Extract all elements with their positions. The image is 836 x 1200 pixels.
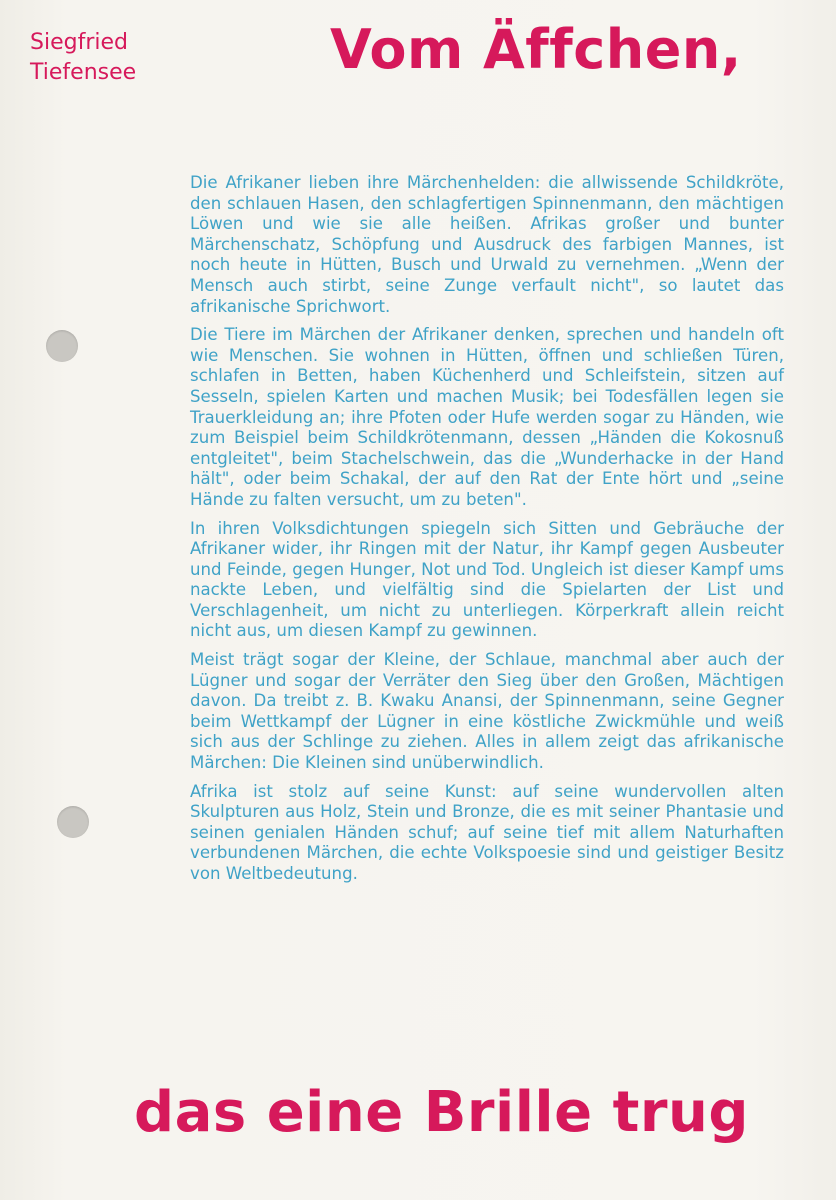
title-bottom: das eine Brille trug bbox=[134, 1080, 749, 1145]
paragraph-3: In ihren Volksdichtungen spiegeln sich Sitten und Gebräuche der Afrikaner wider, ihr Ringen mit der Natur, ihr Kampf gegen Ausbeuter und Feinde, gegen Hunger, Not und Tod. Ungleich ist dieser Kampf ums nackte Leben, und vielfältig sind die Spielarten der List und Verschlagenheit, um nicht zu unterliegen. Körperkraft allein reicht nicht aus, um diesen Kampf zu gewinnen. bbox=[190, 518, 784, 641]
paragraph-2: Die Tiere im Märchen der Afrikaner denken, sprechen und handeln oft wie Menschen. Sie wohnen in Hütten, öffnen und schließen Türen, schlafen in Betten, haben Küchenherd und Schleifstein, sitzen auf Sesseln, spielen Karten und machen Musik; bei Todesfällen legen sie Trauerkleidung an; ihre Pfoten oder Hufe werden sogar zu Händen, wie zum Beispiel beim Schildkrötenmann, dessen „Händen die Kokosnuß entgleitet", beim Stachelschwein, das die „Wunderhacke in der Hand hält", oder beim Schakal, der auf den Rat der Ente hört und „seine Hände zu falten versucht, um zu beten". bbox=[190, 325, 784, 509]
punch-hole-top bbox=[46, 330, 78, 362]
author-first-name: Siegfried bbox=[30, 30, 128, 55]
paragraph-1: Die Afrikaner lieben ihre Märchenhelden: die allwissende Schildkröte, den schlauen Hasen, den schlagfertigen Spinnenmann, den mächtigen Löwen und wie sie alle heißen. Afrikas großer und bunter Märchenschatz, Schöpfung und Ausdruck des farbigen Mannes, ist noch heute in Hütten, Busch und Urwald zu vernehmen. „Wenn der Mensch auch stirbt, seine Zunge verfault nicht", so lautet das afrikanische Sprichwort. bbox=[190, 173, 784, 316]
author-name bbox=[30, 28, 136, 88]
author-last-name: Tiefensee bbox=[30, 60, 137, 85]
punch-hole-bottom bbox=[57, 806, 89, 838]
body-text bbox=[190, 173, 784, 893]
title-top: Vom Äffchen, bbox=[330, 18, 742, 81]
paragraph-4: Meist trägt sogar der Kleine, der Schlaue, manchmal aber auch der Lügner und sogar der Verräter den Sieg über den Großen, Mächtigen davon. Da treibt z. B. Kwaku Anansi, der Spinnenmann, seine Gegner beim Wettkampf der Lügner in eine köstliche Zwickmühle und weiß sich aus der Schlinge zu ziehen. Alles in allem zeigt das afrikanische Märchen: Die Kleinen sind unüberwindlich. bbox=[190, 650, 784, 773]
paragraph-5: Afrika ist stolz auf seine Kunst: auf seine wundervollen alten Skulpturen aus Holz, Stein und Bronze, die es mit seiner Phantasie und seinen genialen Händen schuf; auf seine tief mit allem Naturhaften verbundenen Märchen, die echte Volkspoesie sind und geistiger Besitz von Weltbedeutung. bbox=[190, 781, 784, 883]
